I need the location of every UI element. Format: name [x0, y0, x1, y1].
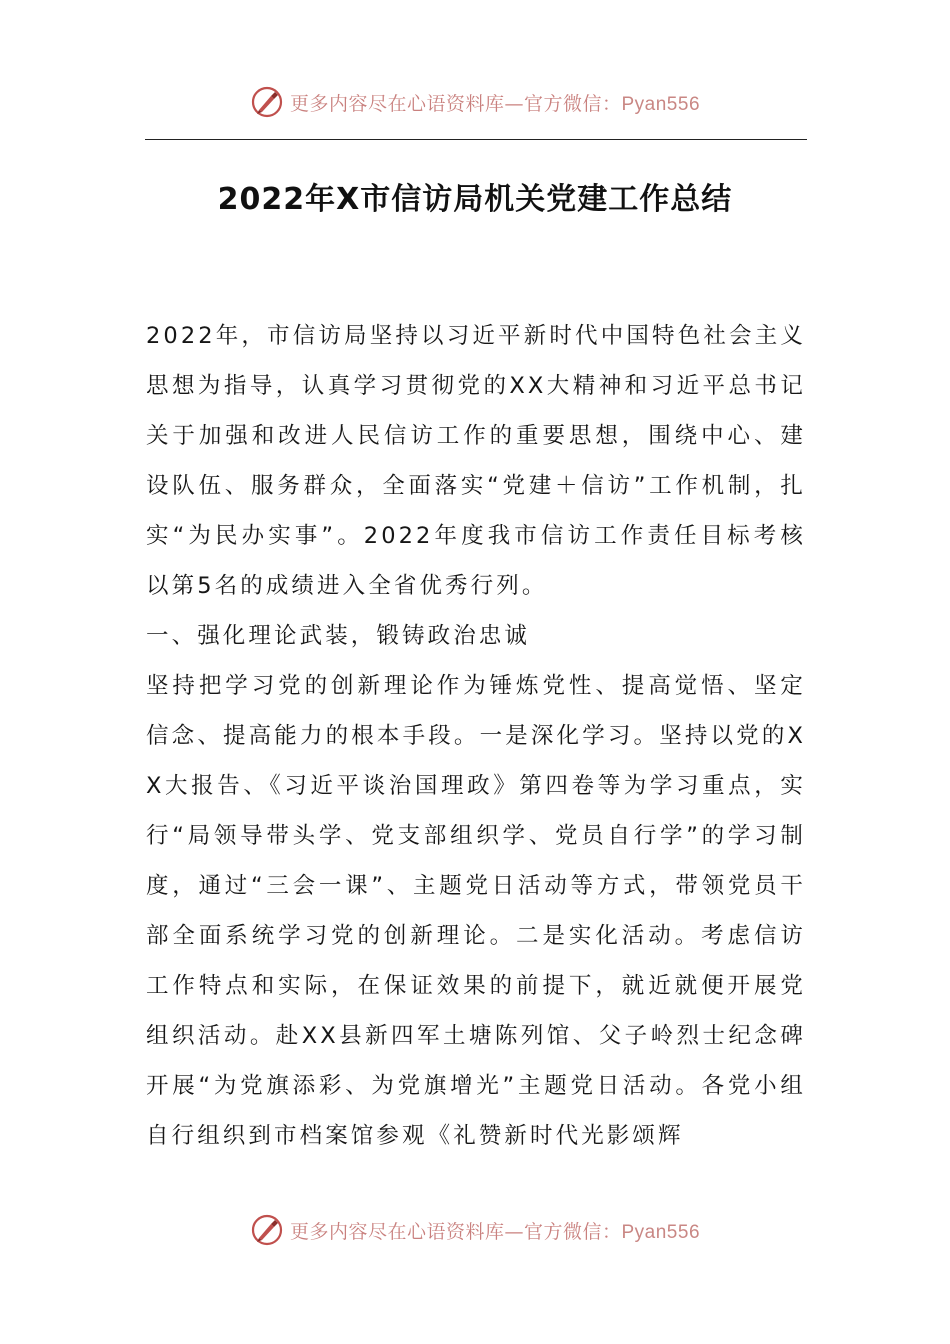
- watermark-text: 更多内容尽在心语资料库—官方微信：Pyan556: [289, 1220, 701, 1243]
- header-divider: [145, 139, 807, 140]
- pen-logo-icon: [250, 1213, 284, 1247]
- document-title: 2022年X市信访局机关党建工作总结: [217, 182, 733, 217]
- body-paragraph-intro: 2022年，市信访局坚持以习近平新时代中国特色社会主义思想为指导，认真学习贯彻党的XX大精神和习近平总书记关于加强和改进人民信访工作的重要思想，围绕中心、建设队伍、服务群众，全面落实“党建＋信访”工作机制，扎实“为民办实事”。2022年度我市信访工作责任目标考核以第5名的成绩进入全省优秀行列。: [146, 323, 806, 599]
- watermark-wechat-id: Pyan556: [621, 93, 701, 115]
- section-heading-1: 一、强化理论武装，锻铸政治忠诚: [146, 623, 531, 649]
- header-watermark: [0, 82, 950, 122]
- document-body: [146, 311, 806, 1161]
- watermark-wechat-id: Pyan556: [621, 1221, 701, 1243]
- body-paragraph-section-1: 坚持把学习党的创新理论作为锤炼党性、提高觉悟、坚定信念、提高能力的根本手段。一是深化学习。坚持以党的XX大报告、《习近平谈治国理政》第四卷等为学习重点，实行“局领导带头学、党支部组织学、党员自行学”的学习制度，通过“三会一课”、主题党日活动等方式，带领党员干部全面系统学习党的创新理论。二是实化活动。考虑信访工作特点和实际，在保证效果的前提下，就近就便开展党组织活动。赴XX县新四军土塘陈列馆、父子岭烈士纪念碑开展“为党旗添彩、为党旗增光”主题党日活动。各党小组自行组织到市档案馆参观《礼赞新时代光影颂辉: [146, 673, 806, 1149]
- footer-watermark: [0, 1210, 950, 1250]
- pen-logo-icon: [250, 85, 284, 119]
- watermark-text: 更多内容尽在心语资料库—官方微信：Pyan556: [289, 92, 701, 115]
